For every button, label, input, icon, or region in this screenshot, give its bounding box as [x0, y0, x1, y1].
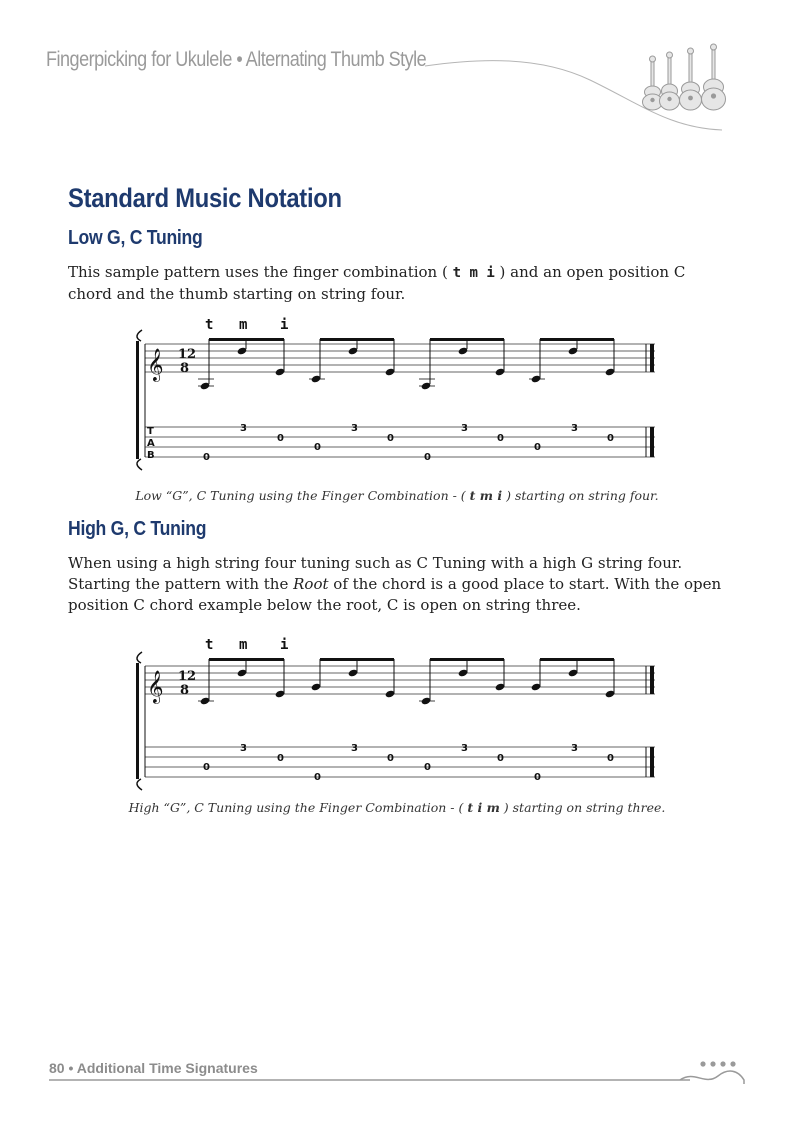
svg-text:A: A — [147, 438, 155, 449]
low-g-heading: Low G, C Tuning — [68, 227, 203, 249]
svg-text:0: 0 — [534, 442, 541, 453]
dots-icon — [700, 1061, 735, 1066]
svg-text:B: B — [147, 450, 155, 461]
svg-text:0: 0 — [607, 433, 614, 444]
svg-text:0: 0 — [424, 452, 431, 463]
svg-text:i: i — [280, 637, 289, 653]
svg-text:0: 0 — [314, 772, 321, 783]
svg-text:0: 0 — [424, 762, 431, 773]
high-g-time-signature-top: 12 — [178, 669, 197, 684]
footer-bullet: • — [68, 1060, 74, 1076]
svg-text:3: 3 — [351, 423, 358, 434]
treble-clef-icon: 𝄞 — [147, 348, 164, 381]
high-g-caption: High “G”, C Tuning using the Finger Combination - ( t i m ) starting on string three. — [128, 800, 666, 815]
footer-section-name: Additional Time Signatures — [76, 1060, 258, 1076]
svg-text:0: 0 — [387, 433, 394, 444]
svg-text:0: 0 — [534, 772, 541, 783]
svg-text:3: 3 — [240, 743, 247, 754]
section-title: Standard Music Notation — [68, 183, 342, 213]
treble-clef-icon: 𝄞 — [147, 670, 164, 703]
svg-text:0: 0 — [607, 753, 614, 764]
low-g-time-signature-top: 12 — [178, 347, 197, 362]
svg-text:3: 3 — [571, 423, 578, 434]
svg-text:3: 3 — [351, 743, 358, 754]
svg-text:0: 0 — [314, 442, 321, 453]
svg-text:0: 0 — [203, 452, 210, 463]
svg-text:3: 3 — [571, 743, 578, 754]
svg-text:m: m — [239, 637, 248, 653]
svg-text:0: 0 — [497, 433, 504, 444]
svg-text:0: 0 — [387, 753, 394, 764]
svg-text:t: t — [205, 637, 214, 653]
svg-text:3: 3 — [240, 423, 247, 434]
svg-text:i: i — [280, 317, 289, 333]
svg-text:0: 0 — [277, 433, 284, 444]
svg-text:m: m — [239, 317, 248, 333]
high-g-time-signature-bottom: 8 — [180, 683, 190, 698]
low-g-caption: Low “G”, C Tuning using the Finger Combination - ( t m i ) starting on string four. — [135, 488, 659, 503]
low-g-finger-combo: t m i — [452, 265, 495, 281]
page-number: 80 — [49, 1060, 65, 1076]
high-g-paragraph: When using a high string four tuning such as C Tuning with a high G string four. Starting the pattern with the Root of the chord is a good place to start. With the open position C chord example below the root, C is open on string three. — [68, 554, 722, 614]
svg-text:0: 0 — [277, 753, 284, 764]
svg-text:3: 3 — [461, 743, 468, 754]
running-header-title: Fingerpicking for Ukulele • Alternating Thumb Style — [46, 48, 427, 71]
svg-text:0: 0 — [203, 762, 210, 773]
svg-text:0: 0 — [497, 753, 504, 764]
svg-text:T: T — [147, 426, 154, 437]
low-g-paragraph: This sample pattern uses the finger combination ( t m i ) and an open position C chord and the thumb starting on string four. — [68, 263, 686, 303]
high-g-heading: High G, C Tuning — [68, 518, 207, 540]
low-g-time-signature-bottom: 8 — [180, 361, 190, 376]
root-term: Root — [293, 575, 329, 593]
svg-text:t: t — [205, 317, 214, 333]
svg-text:3: 3 — [461, 423, 468, 434]
